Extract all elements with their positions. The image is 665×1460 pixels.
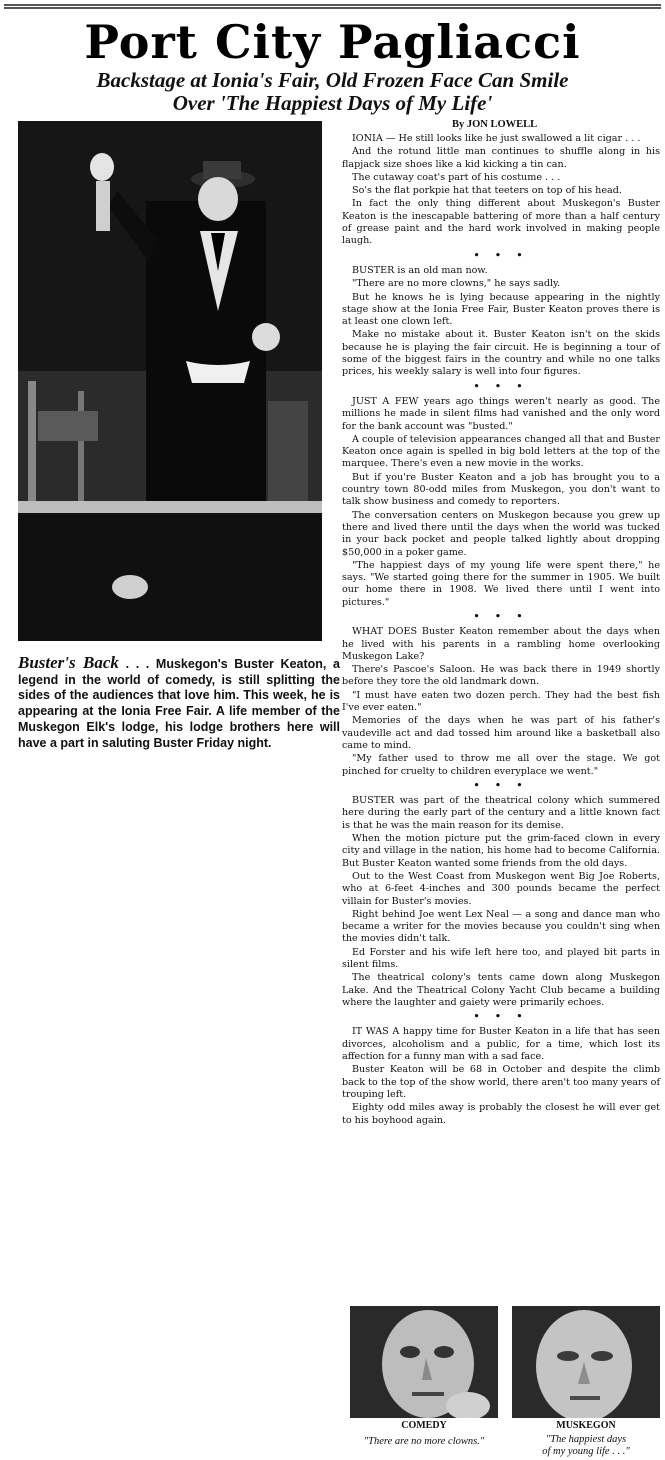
- paragraph: Eighty odd miles away is probably the closest he will ever get to his boyhood again.: [342, 1102, 660, 1126]
- paragraph: BUSTER is an old man now.: [352, 264, 488, 276]
- byline: By JON LOWELL: [452, 119, 538, 130]
- muskegon-portrait-image: [512, 1306, 660, 1418]
- buster-stage-photo: [18, 121, 322, 641]
- subhead-line-1: Backstage at Ionia's Fair, Old Frozen Face Can Smile: [96, 68, 569, 92]
- headline-title: Port City Pagliacci: [84, 15, 581, 69]
- paragraph: IT WAS A happy time for Buster Keaton in a life that has seen divorces, alcoholism and a public, for a time, which lost its affection for a funny man with a sad face.: [342, 1026, 660, 1063]
- masthead: [4, 4, 661, 116]
- paragraph: But he knows he is lying because appearing in the nightly stage show at the Ionia Free Fair, Buster Keaton proves there is at least one clown left.: [342, 291, 660, 328]
- paragraph: Out to the West Coast from Muskegon went Big Joe Roberts, who at 6-feet 4-inches and 300 pounds became the perfect villain for Buster's movies.: [342, 870, 660, 907]
- paragraph: A couple of television appearances changed all that and Buster Keaton once again is spelled in big bold letters at the top of the marquee. There's even a new movie in the works.: [342, 433, 660, 470]
- paragraph: There's Pascoe's Saloon. He was back there in 1949 shortly before they tore the old landmark down.: [342, 664, 660, 688]
- section-separator: • • •: [473, 249, 529, 261]
- paragraph: Buster Keaton will be 68 in October and despite the climb back to the top of the show world, there aren't too many years of trouping left.: [342, 1064, 660, 1100]
- paragraph: The conversation centers on Muskegon because you grew up there and lived there until the days when the world was tucked in your back pocket and people talked lightly about dropping $50,000 in a poker game.: [342, 509, 660, 558]
- comedy-portrait-image: [350, 1306, 498, 1418]
- paragraph: Memories of the days when he was part of his father's vaudeville act and dad tossed him around like a basketball also came to mind.: [342, 715, 660, 751]
- headline-subhead: [44, 69, 621, 115]
- muskegon-label: MUSKEGON: [556, 1420, 616, 1431]
- paragraph: And the rotund little man continues to shuffle along in his flapjack size shoes like a kid kicking a tin can.: [342, 146, 660, 170]
- paragraph: JUST A FEW years ago things weren't nearly as good. The millions he made in silent films had vanished and the only word for the bank account was "busted.": [342, 395, 660, 432]
- section-separator: • • •: [473, 610, 529, 622]
- paragraph: Right behind Joe went Lex Neal — a song and dance man who became a writer for the movies because you couldn't sing when the movies didn't talk.: [342, 908, 660, 945]
- muskegon-quote-line-2: of my young life . . .": [542, 1446, 630, 1457]
- stage-photo-image: [18, 121, 322, 641]
- paragraph: "I must have eaten two dozen perch. They had the best fish I've ever eaten.": [342, 689, 660, 714]
- paragraph: BUSTER was part of the theatrical colony which summered here during the early part of the century and a little known fact is that he was the main reason for its demise.: [342, 795, 660, 831]
- section-separator: • • •: [473, 380, 529, 392]
- comedy-portrait-photo: [350, 1306, 498, 1418]
- section-separator: • • •: [473, 779, 529, 791]
- paragraph: "There are no more clowns," he says sadly.: [352, 278, 561, 290]
- paragraph: But if you're Buster Keaton and a job has brought you to a country town 80-odd miles from Muskegon, you don't want to talk show business and comedy to reporters.: [342, 471, 660, 508]
- paragraph: In fact the only thing different about Muskegon's Buster Keaton is the inescapable battering of more than a half century of grease paint and the hard work involved in making people laugh.: [342, 198, 660, 247]
- caption-text: . . . Muskegon's Buster Keaton, a legend in the world of comedy, is still splitting the sides of the audiences that love him. This week, he is appearing at the Ionia Free Fair. A life member of the Muskegon Elk's lodge, his lodge brothers here will have a part in saluting Buster Friday night.: [18, 657, 340, 750]
- paragraph: WHAT DOES Buster Keaton remember about the days when he lived with his parents in a rambling home overlooking Muskegon Lake?: [342, 626, 660, 662]
- paragraph: The theatrical colony's tents came down along Muskegon Lake. And the Theatrical Colony Yacht Club became a building where the laughter and gaiety were primarily echoes.: [342, 972, 660, 1008]
- comedy-quote: "There are no more clowns.": [363, 1436, 485, 1447]
- muskegon-portrait-photo: [512, 1306, 660, 1418]
- article-body: [342, 133, 660, 1128]
- paragraph: Make no mistake about it. Buster Keaton isn't on the skids because he is playing the fair circuit. He is beginning a tour of some of the biggest fairs in the country and while no one talks prices, his weekly salary is well into four figures.: [342, 329, 660, 378]
- paragraph: Ed Forster and his wife left here too, and played bit parts in silent films.: [342, 946, 660, 970]
- muskegon-quote-line-1: "The happiest days: [545, 1434, 627, 1445]
- paragraph: So's the flat porkpie hat that teeters on top of his head.: [352, 185, 622, 197]
- paragraph: "The happiest days of my young life were spent there," he says. "We started going there for the summer in 1905. We built our home there in 1908. We lived there until I went into pictures.": [342, 559, 660, 608]
- section-separator: • • •: [473, 1011, 529, 1023]
- subhead-line-2: Over 'The Happiest Days of My Life': [172, 91, 493, 115]
- photo-caption: [18, 655, 340, 751]
- paragraph: "My father used to throw me all over the stage. We got pinched for cruelty to children everyplace we went.": [342, 753, 660, 777]
- paragraph: The cutaway coat's part of his costume . . .: [352, 171, 561, 183]
- muskegon-quote: [512, 1434, 660, 1458]
- paragraph: IONIA — He still looks like he just swallowed a lit cigar . . .: [352, 133, 641, 144]
- comedy-label: COMEDY: [401, 1420, 447, 1431]
- caption-kicker: Buster's Back: [18, 653, 119, 672]
- paragraph: When the motion picture put the grim-faced clown in every city and village in the nation, his home had to become California. But Buster Keaton wanted some friends from the old days.: [342, 833, 660, 869]
